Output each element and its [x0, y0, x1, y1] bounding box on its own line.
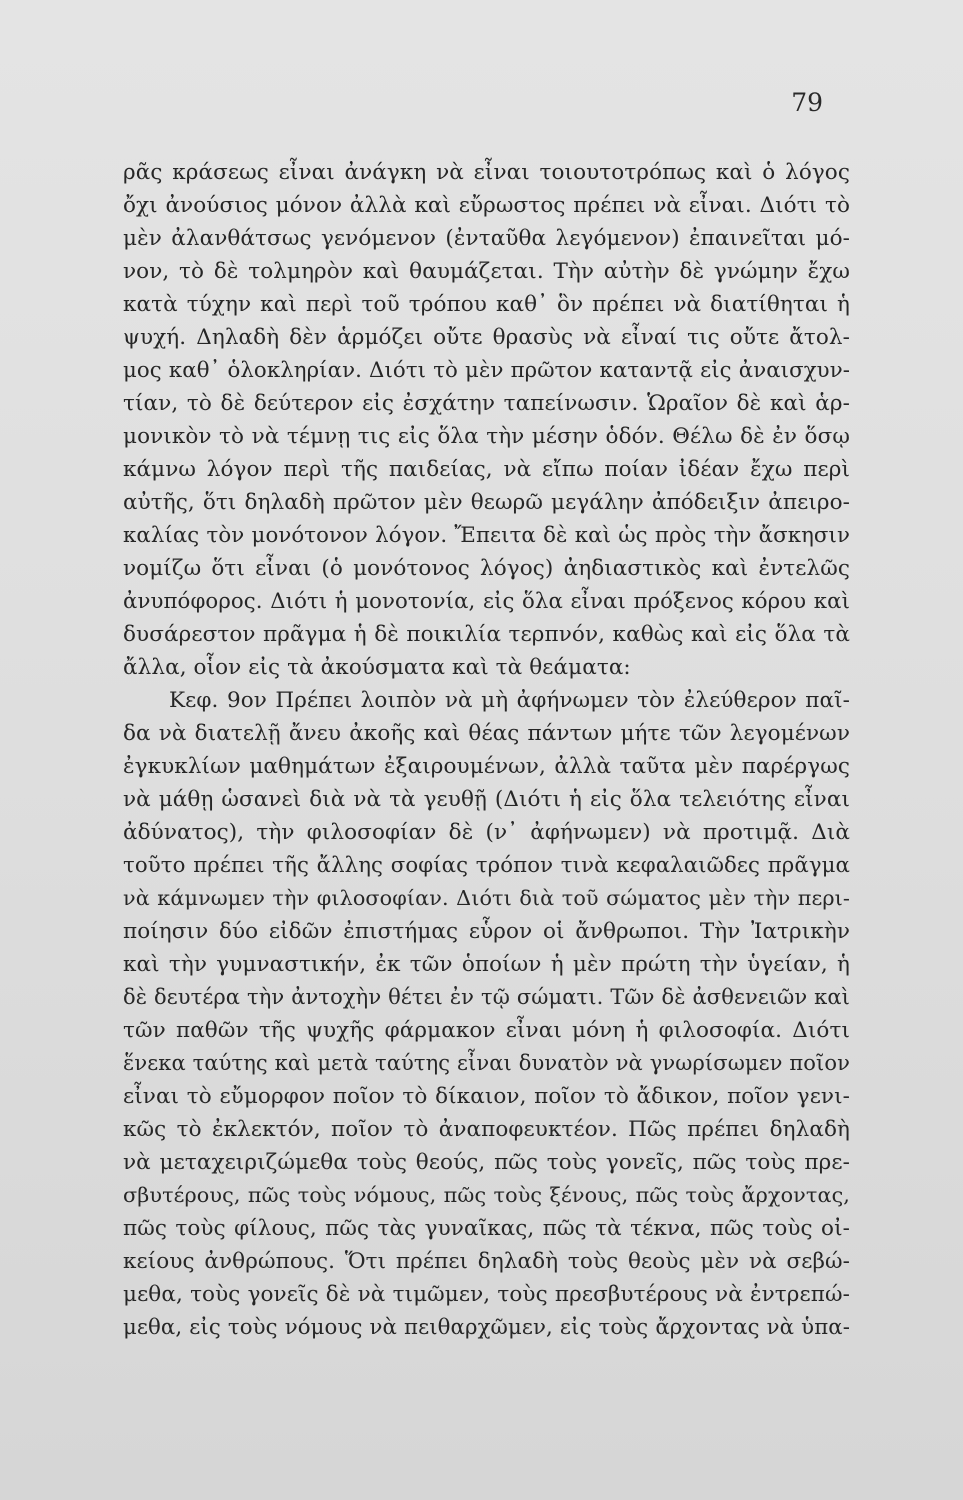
text-line: νὰ κάμνωμεν τὴν φιλοσοφίαν. Διότι διὰ τοῦ σώματος μὲν τὴν περι- — [123, 886, 850, 910]
text-line: ρᾶς κράσεως εἶναι ἀνάγκη νὰ εἶναι τοιουτοτρόπως καὶ ὁ λόγος — [123, 160, 850, 185]
text-line: καὶ τὴν γυμναστικήν, ἐκ τῶν ὁποίων ἡ μὲν πρώτη τὴν ὑγείαν, ἡ — [123, 952, 850, 977]
text-line: κείους ἀνθρώπους. Ὅτι πρέπει δηλαδὴ τοὺς θεοὺς μὲν νὰ σεβώ- — [123, 1249, 850, 1274]
text-line: μος καθ᾽ ὁλοκληρίαν. Διότι τὸ μὲν πρῶτον καταντᾷ εἰς ἀναισχυν- — [123, 358, 850, 383]
text-line: ἀνυπόφορος. Διότι ἡ μονοτονία, εἰς ὅλα εἶναι πρόξενος κόρου καὶ — [123, 589, 850, 614]
text-line: νὰ μάθῃ ὡσανεὶ διὰ νὰ τὰ γευθῇ (Διότι ἡ εἰς ὅλα τελειότης εἶναι — [123, 787, 850, 812]
text-line: νομίζω ὅτι εἶναι (ὁ μονότονος λόγος) ἀηδιαστικὸς καὶ ἐντελῶς — [123, 556, 850, 581]
text-line: μονικὸν τὸ νὰ τέμνῃ τις εἰς ὅλα τὴν μέσην ὁδόν. Θέλω δὲ ἐν ὅσῳ — [123, 424, 850, 449]
text-line: μεθα, εἰς τοὺς νόμους νὰ πειθαρχῶμεν, εἰς τοὺς ἄρχοντας νὰ ὑπα- — [123, 1315, 850, 1340]
text-line: σβυτέρους, πῶς τοὺς νόμους, πῶς τοὺς ξένους, πῶς τοὺς ἄρχοντας, — [123, 1183, 850, 1207]
text-line: πῶς τοὺς φίλους, πῶς τὰς γυναῖκας, πῶς τὰ τέκνα, πῶς τοὺς οἰ- — [123, 1216, 850, 1241]
text-line: ψυχή. Δηλαδὴ δὲν ἁρμόζει οὔτε θρασὺς νὰ εἶναί τις οὔτε ἄτολ- — [123, 325, 850, 350]
paragraph-end-line: ἄλλα, οἷον εἰς τὰ ἀκούσματα καὶ τὰ θεάματα: — [123, 655, 631, 680]
text-line: τοῦτο πρέπει τῆς ἄλλης σοφίας τρόπον τινὰ κεφαλαιῶδες πρᾶγμα — [123, 853, 850, 878]
text-line: νον, τὸ δὲ τολμηρὸν καὶ θαυμάζεται. Τὴν αὐτὴν δὲ γνώμην ἔχω — [123, 259, 850, 284]
text-line: κῶς τὸ ἐκλεκτόν, ποῖον τὸ ἀναποφευκτέον. Πῶς πρέπει δηλαδὴ — [123, 1117, 850, 1142]
text-line: ποίησιν δύο εἰδῶν ἐπιστήμας εὗρον οἱ ἄνθρωποι. Τὴν Ἰατρικὴν — [123, 919, 850, 944]
text-line: αὐτῆς, ὅτι δηλαδὴ πρῶτον μὲν θεωρῶ μεγάλην ἀπόδειξιν ἀπειρο- — [123, 490, 850, 515]
body-text — [123, 156, 850, 1344]
text-line: δὲ δευτέρα τὴν ἀντοχὴν θέτει ἐν τῷ σώματι. Τῶν δὲ ἀσθενειῶν καὶ — [123, 985, 850, 1009]
text-line: δα νὰ διατελῇ ἄνευ ἀκοῆς καὶ θέας πάντων μήτε τῶν λεγομένων — [123, 721, 850, 746]
text-line: καλίας τὸν μονότονον λόγον. Ἔπειτα δὲ καὶ ὡς πρὸς τὴν ἄσκησιν — [123, 523, 850, 548]
page-number: 79 — [791, 88, 823, 117]
text-line: ἕνεκα ταύτης καὶ μετὰ ταύτης εἶναι δυνατὸν νὰ γνωρίσωμεν ποῖον — [123, 1051, 850, 1075]
text-line: εἶναι τὸ εὔμορφον ποῖον τὸ δίκαιον, ποῖον τὸ ἄδικον, ποῖον γενι- — [123, 1084, 850, 1109]
text-line: ἀδύνατος), τὴν φιλοσοφίαν δὲ (ν᾽ ἀφήνωμεν) νὰ προτιμᾷ. Διὰ — [123, 820, 850, 845]
text-line: νὰ μεταχειριζώμεθα τοὺς θεούς, πῶς τοὺς γονεῖς, πῶς τοὺς πρε- — [123, 1150, 850, 1175]
text-line: ὄχι ἀνούσιος μόνον ἀλλὰ καὶ εὔρωστος πρέπει νὰ εἶναι. Διότι τὸ — [123, 193, 850, 218]
text-line: κατὰ τύχην καὶ περὶ τοῦ τρόπου καθ᾽ ὃν πρέπει νὰ διατίθηται ἡ — [123, 292, 850, 317]
text-line: τίαν, τὸ δὲ δεύτερον εἰς ἐσχάτην ταπείνωσιν. Ὡραῖον δὲ καὶ ἁρ- — [123, 391, 850, 416]
text-line: τῶν παθῶν τῆς ψυχῆς φάρμακον εἶναι μόνη ἡ φιλοσοφία. Διότι — [123, 1018, 850, 1043]
text-line: μὲν ἀλανθάτσως γενόμενον (ἐνταῦθα λεγόμενον) ἐπαινεῖται μό- — [123, 226, 850, 251]
text-line: κάμνω λόγον περὶ τῆς παιδείας, νὰ εἴπω ποίαν ἰδέαν ἔχω περὶ — [123, 457, 850, 482]
text-line: ἐγκυκλίων μαθημάτων ἐξαιρουμένων, ἀλλὰ ταῦτα μὲν παρέργως — [123, 754, 850, 779]
chapter-start-line: Κεφ. 9ον Πρέπει λοιπὸν νὰ μὴ ἀφήνωμεν τὸν ἐλεύθερον παῖ- — [169, 688, 850, 713]
text-line: μεθα, τοὺς γονεῖς δὲ νὰ τιμῶμεν, τοὺς πρεσβυτέρους νὰ ἐντρεπώ- — [123, 1282, 850, 1307]
text-line: δυσάρεστον πρᾶγμα ἡ δὲ ποικιλία τερπνόν, καθὼς καὶ εἰς ὅλα τὰ — [123, 622, 850, 647]
